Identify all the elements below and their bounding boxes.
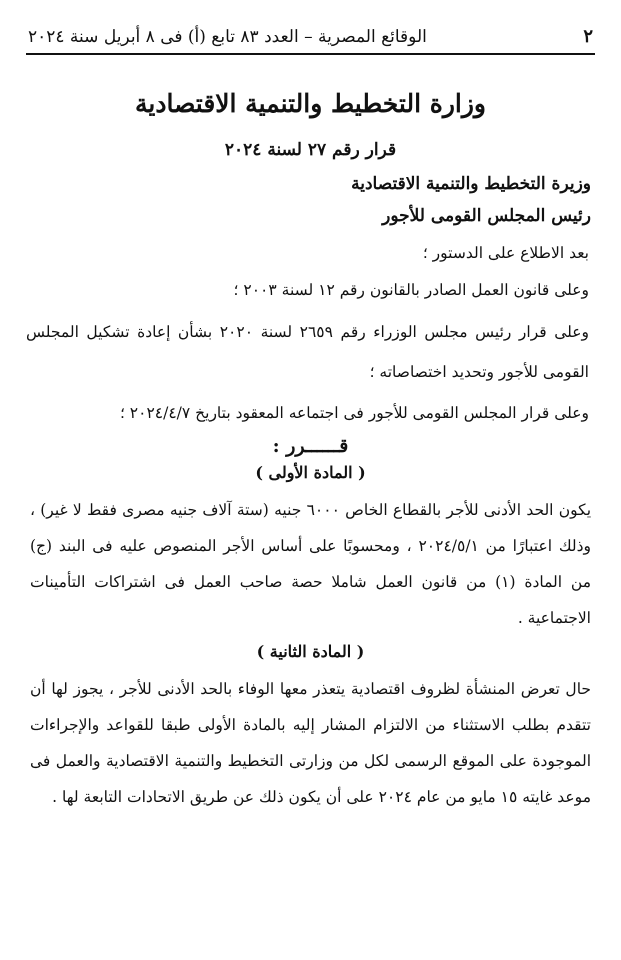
ministry-title: وزارة التخطيط والتنمية الاقتصادية xyxy=(134,89,486,118)
article-1-title: ( المادة الأولى ) xyxy=(255,463,366,482)
resolved-heading: قــــــرر : xyxy=(272,435,349,457)
article-2-title: ( المادة الثانية ) xyxy=(256,642,365,661)
preamble-clause: وعلى قرار رئيس مجلس الوزراء رقم ٢٦٥٩ لسنة ٢٠٢٠ بشأن إعادة تشكيل المجلس القومى للأجور وتحديد اختصاصاته ؛ xyxy=(26,323,589,381)
preamble-clause: وعلى قانون العمل الصادر بالقانون رقم ١٢ لسنة ٢٠٠٣ ؛ xyxy=(233,281,589,299)
decree-number: قرار رقم ٢٧ لسنة ٢٠٢٤ xyxy=(224,140,397,160)
page-number: ٢ xyxy=(583,26,593,47)
gazette-issue-line: الوقائع المصرية – العدد ٨٣ تابع (أ) فى ٨ أبريل سنة ٢٠٢٤ xyxy=(28,27,427,47)
signatory-role: رئيس المجلس القومى للأجور xyxy=(382,206,591,226)
page-header xyxy=(26,22,595,55)
preamble-clause: بعد الاطلاع على الدستور ؛ xyxy=(422,244,589,262)
article-1-text: يكون الحد الأدنى للأجر بالقطاع الخاص ٦٠٠٠ جنيه (ستة آلاف جنيه مصرى فقط لا غير) ، وذلك اعتبارًا من ٢٠٢٤/٥/١ ، ومحسوبًا على أساس الأجر المنصوص عليه فى البند (ج) من المادة (١) من قانون العمل شاملا حصة صاحب العمل فى اشتراكات التأمينات الاجتماعية . xyxy=(30,501,592,627)
signatory-title: وزيرة التخطيط والتنمية الاقتصادية xyxy=(351,174,591,194)
article-2-text: حال تعرض المنشأة لظروف اقتصادية يتعذر معها الوفاء بالحد الأدنى للأجر ، يجوز لها أن تتقدم بطلب الاستثناء من الالتزام المشار إليه بالمادة الأولى طبقا للقواعد والإجراءات الموجودة على الموقع الرسمى لكل من وزارتى التخطيط والتنمية الاقتصادية والعمل فى موعد غايته ١٥ مايو من عام ٢٠٢٤ على أن يكون ذلك عن طريق الاتحادات التابعة لها . xyxy=(30,680,591,806)
preamble-clause: وعلى قرار المجلس القومى للأجور فى اجتماعه المعقود بتاريخ ٢٠٢٤/٤/٧ ؛ xyxy=(119,404,589,422)
